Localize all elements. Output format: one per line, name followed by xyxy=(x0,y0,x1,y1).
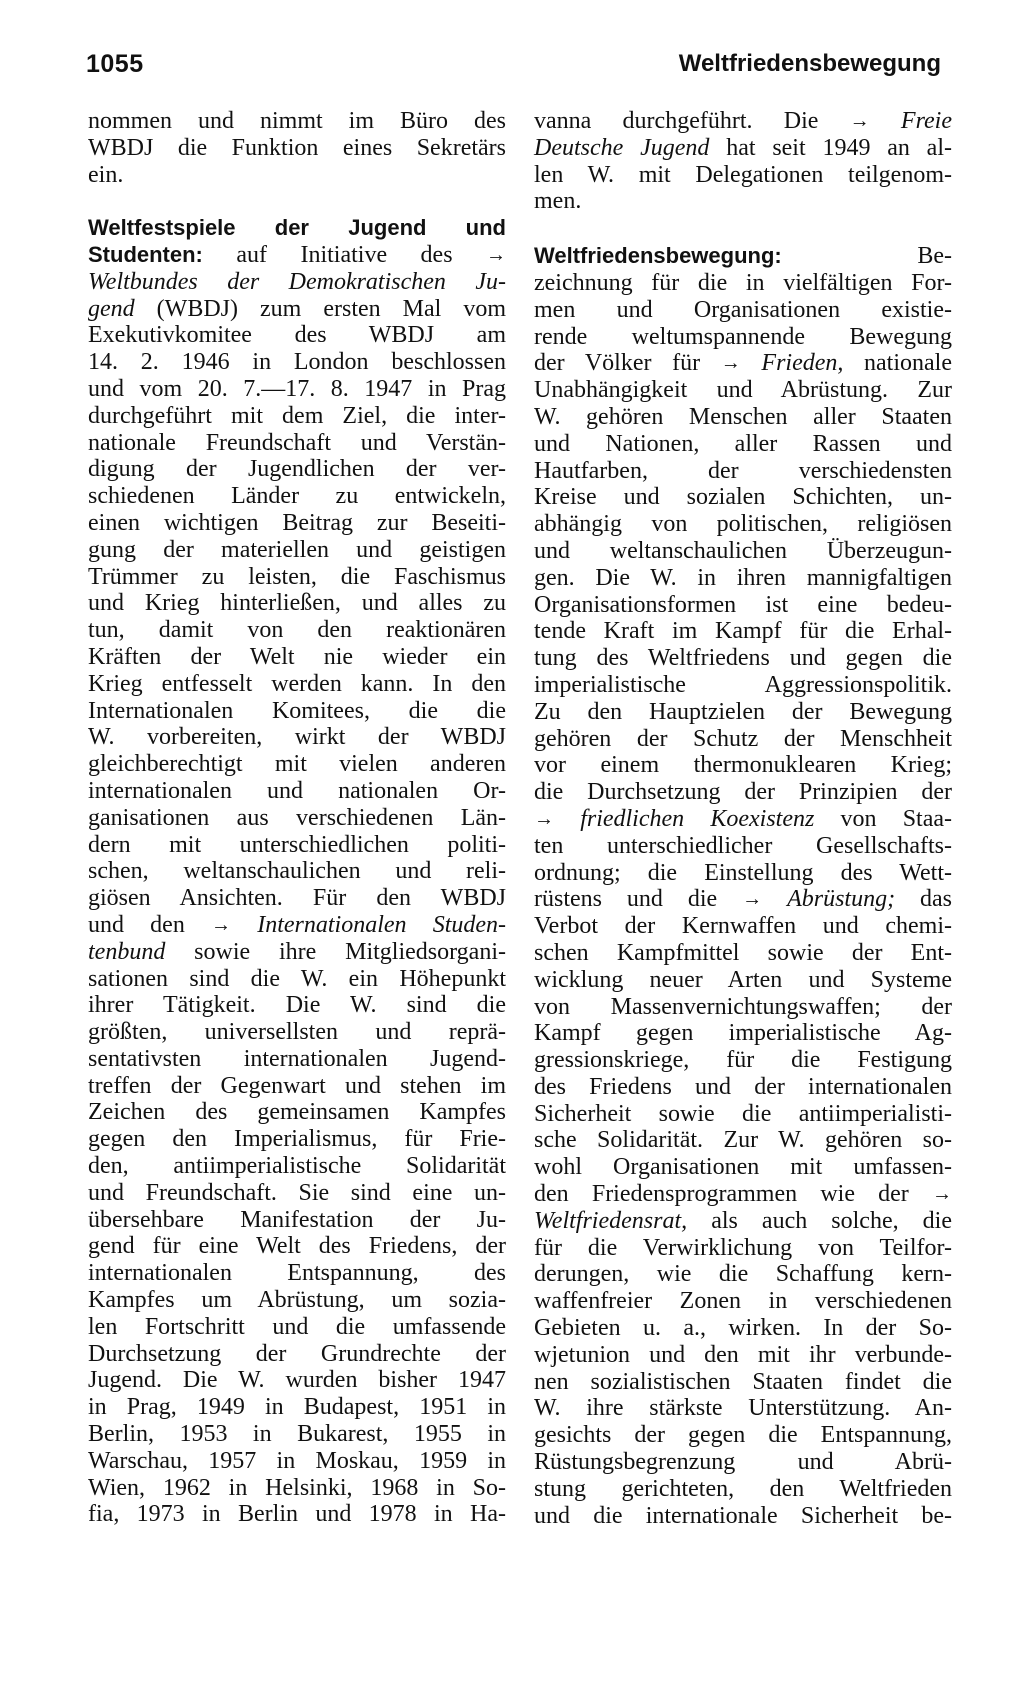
text-line: für die Verwirklichung von Teilfor- xyxy=(534,1234,952,1261)
text-line: gesichts der gegen die Entspannung, xyxy=(534,1422,952,1449)
text-line: und Nationen, aller Rassen und xyxy=(534,430,952,457)
text-line: von Massenvernichtungswaffen; der xyxy=(534,993,952,1020)
text-line: nen sozialistischen Staaten findet die xyxy=(534,1368,952,1395)
text-line: gend für eine Welt des Friedens, der xyxy=(88,1233,506,1260)
cross-reference: tenbund xyxy=(88,938,166,965)
text-line: treffen der Gegenwart und stehen im xyxy=(88,1072,506,1099)
text-line: und den → Internationalen Studen- xyxy=(88,911,507,938)
cross-reference: gend xyxy=(88,295,135,322)
cross-reference-arrow-icon: → xyxy=(742,888,763,911)
text-line: schen Kampfmittel sowie der Ent- xyxy=(534,939,952,966)
text-line: Rüstungsbegrenzung und Abrü- xyxy=(534,1449,952,1476)
text-line: Unabhängigkeit und Abrüstung. Zur xyxy=(534,377,952,404)
text-line: rende weltumspannende Bewegung xyxy=(534,323,952,350)
text-line: ordnung; die Einstellung des Wett- xyxy=(534,859,952,886)
cross-reference: Weltfriedensrat, xyxy=(534,1207,688,1234)
text-line: ganisationen aus verschiedenen Län- xyxy=(88,804,506,831)
text-line: W. ihre stärkste Unterstützung. An- xyxy=(534,1395,952,1422)
page-number: 1055 xyxy=(86,50,144,78)
text-line: schen, weltanschaulichen und reli- xyxy=(88,858,506,885)
right-column xyxy=(534,108,952,1529)
text-line: internationalen Entspannung, des xyxy=(88,1260,506,1287)
cross-reference-arrow-icon: → xyxy=(932,1183,953,1206)
entry-headword: Studenten: xyxy=(88,241,203,267)
text-line: Organisationsformen ist eine bedeu- xyxy=(534,591,952,618)
cross-reference-arrow-icon: → xyxy=(534,807,554,830)
text-line: nationale Freundschaft und Verstän- xyxy=(88,429,506,456)
text-line: Wien, 1962 in Helsinki, 1968 in So- xyxy=(88,1474,506,1501)
text-line: tun, damit von den reaktionären xyxy=(88,617,506,644)
text-line: W. gehören Menschen aller Staaten xyxy=(534,403,952,430)
text-line: übersehbare Manifestation der Ju- xyxy=(88,1206,506,1233)
text-line: Gebieten u. a., wirken. In der So- xyxy=(534,1315,952,1342)
text-line: und vom 20. 7.—17. 8. 1947 in Prag xyxy=(88,375,506,402)
text-line: vanna durchgeführt. Die → Freie xyxy=(534,108,952,134)
text-line: gressionskriege, für die Festigung xyxy=(534,1047,952,1074)
left-column xyxy=(88,108,506,1528)
text-line: internationalen und nationalen Or- xyxy=(88,777,506,804)
text-line: schiedenen Länder zu entwickeln, xyxy=(88,483,506,510)
text-line: len W. mit Delegationen teilgenom- xyxy=(534,161,952,188)
text-line xyxy=(88,269,506,296)
text-line: giösen Ansichten. Für den WBDJ xyxy=(88,885,506,912)
text-line: und weltanschaulichen Überzeugun- xyxy=(534,537,952,564)
text-line: ten unterschiedlicher Gesellschafts- xyxy=(534,832,952,859)
text-line: len Fortschritt und die umfassende xyxy=(88,1313,506,1340)
text-line: Kräften der Welt nie wieder ein xyxy=(88,643,506,670)
cross-reference-arrow-icon: → xyxy=(720,352,741,375)
text-line: Sicherheit sowie die antiimperialisti- xyxy=(534,1100,952,1127)
text-line: imperialistische Aggressionspolitik. xyxy=(534,671,952,698)
text-line: 14. 2. 1946 in London beschlossen xyxy=(88,349,506,376)
text-line: abhängig von politischen, religiösen xyxy=(534,511,952,538)
text-line: Deutsche Jugend hat seit 1949 an al- xyxy=(534,134,952,161)
cross-reference: Freie xyxy=(900,108,952,134)
text-line: Verbot der Kernwaffen und chemi- xyxy=(534,913,952,940)
running-head xyxy=(86,50,941,90)
text-line: Zeichen des gemeinsamen Kampfes xyxy=(88,1099,506,1126)
running-head-word: Weltfriedensbewegung xyxy=(678,50,941,77)
text-line: gleichberechtigt mit vielen anderen xyxy=(88,751,506,778)
text-line: in Prag, 1949 in Budapest, 1951 in xyxy=(88,1394,506,1421)
text-line: men und Organisationen existie- xyxy=(534,296,952,323)
text-line: wjetunion und den mit ihr verbunde- xyxy=(534,1341,952,1368)
text-line: tung des Weltfriedens und gegen die xyxy=(534,645,952,672)
cross-reference: Abrüstung; xyxy=(787,886,896,913)
text-line: sationen sind die W. ein Höhepunkt xyxy=(88,965,506,992)
text-line: Kampfes um Abrüstung, um sozia- xyxy=(88,1287,506,1314)
text-line: tenbund sowie ihre Mitgliedsorgani- xyxy=(88,938,506,965)
text-line: dern mit unterschiedlichen politi- xyxy=(88,831,506,858)
text-line: gen. Die W. in ihren mannigfaltigen xyxy=(534,564,952,591)
text-line: derungen, wie die Schaffung kern- xyxy=(534,1261,952,1288)
text-line: sentativsten internationalen Jugend- xyxy=(88,1045,506,1072)
text-line: einen wichtigen Beitrag zur Beseiti- xyxy=(88,509,506,536)
text-line: Studenten: auf Initiative des → xyxy=(88,241,507,268)
text-line: Durchsetzung der Grundrechte der xyxy=(88,1340,506,1367)
text-line: Kreise und sozialen Schichten, un- xyxy=(534,484,952,511)
text-line: und die internationale Sicherheit be- xyxy=(534,1502,952,1529)
text-line: Weltfriedensrat, als auch solche, die xyxy=(534,1207,952,1234)
text-line: den Friedensprogrammen wie der → xyxy=(534,1181,953,1208)
text-line: Jugend. Die W. wurden bisher 1947 xyxy=(88,1367,506,1394)
text-line: gegen den Imperialismus, für Frie- xyxy=(88,1126,506,1153)
cross-reference: friedlichen Koexistenz xyxy=(580,805,815,832)
text-line: Warschau, 1957 in Moskau, 1959 in xyxy=(88,1447,506,1474)
cross-reference: Internationalen Studen- xyxy=(257,911,507,938)
text-line: W. vorbereiten, wirkt der WBDJ xyxy=(88,724,506,751)
text-line: die Durchsetzung der Prinzipien der xyxy=(534,779,952,806)
cross-reference: Deutsche Jugend xyxy=(534,134,710,161)
text-line: Kampf gegen imperialistische Ag- xyxy=(534,1020,952,1047)
entry-headword: Weltfestspiele der Jugend und xyxy=(88,215,506,241)
entry-headword-line xyxy=(88,215,506,242)
cross-reference-arrow-icon: → xyxy=(486,243,507,266)
text-line: rüstens und die → Abrüstung; das xyxy=(534,886,952,913)
text-line: wohl Organisationen mit umfassen- xyxy=(534,1154,952,1181)
text-line: sche Solidarität. Zur W. gehören so- xyxy=(534,1127,952,1154)
text-line: gend (WBDJ) zum ersten Mal vom xyxy=(88,295,506,322)
cross-reference: Weltbundes der Demokratischen Ju- xyxy=(88,268,506,295)
text-line: gung der materiellen und geistigen xyxy=(88,536,506,563)
text-line: Krieg entfesselt werden kann. In den xyxy=(88,670,506,697)
text-line: durchgeführt mit dem Ziel, die inter- xyxy=(88,402,506,429)
text-line: stung gerichteten, den Weltfrieden xyxy=(534,1475,952,1502)
text-line: und Freundschaft. Sie sind eine un- xyxy=(88,1179,506,1206)
text-line: ein. xyxy=(88,161,124,188)
text-line: Trümmer zu leisten, die Faschismus xyxy=(88,563,506,590)
text-line: Exekutivkomitee des WBDJ am xyxy=(88,322,506,349)
text-line: gehören der Schutz der Menschheit xyxy=(534,725,952,752)
cross-reference: Frieden, xyxy=(761,350,844,377)
text-line: Zu den Hauptzielen der Bewegung xyxy=(534,698,952,725)
text-line: ihrer Tätigkeit. Die W. sind die xyxy=(88,992,506,1019)
cross-reference-arrow-icon: → xyxy=(211,913,232,936)
text-line: WBDJ die Funktion eines Sekretärs xyxy=(88,134,506,161)
text-line: nommen und nimmt im Büro des xyxy=(88,108,506,134)
cross-reference-arrow-icon: → xyxy=(849,110,870,132)
text-line: größten, universellsten und reprä- xyxy=(88,1019,506,1046)
text-line: und Krieg hinterließen, und alles zu xyxy=(88,590,506,617)
text-line: Internationalen Komitees, die die xyxy=(88,697,506,724)
text-line: → friedlichen Koexistenz von Staa- xyxy=(534,805,953,832)
text-line: der Völker für → Frieden, nationale xyxy=(534,350,952,377)
text-line: des Friedens und der internationalen xyxy=(534,1073,952,1100)
text-line: Hautfarben, der verschiedensten xyxy=(534,457,952,484)
text-line: digung der Jugendlichen der ver- xyxy=(88,456,506,483)
entry-headword: Weltfriedensbewegung: xyxy=(534,243,782,269)
text-line: men. xyxy=(534,188,582,215)
text-line: zeichnung für die in vielfältigen For- xyxy=(534,269,952,296)
text-line: wicklung neuer Arten und Systeme xyxy=(534,966,952,993)
text-line: waffenfreier Zonen in verschiedenen xyxy=(534,1288,952,1315)
text-line: fia, 1973 in Berlin und 1978 in Ha- xyxy=(88,1501,506,1528)
text-line: Weltfriedensbewegung: Be- xyxy=(534,243,952,270)
text-line: vor einem thermonuklearen Krieg; xyxy=(534,752,952,779)
text-line: den, antiimperialistische Solidarität xyxy=(88,1153,506,1180)
text-line: Berlin, 1953 in Bukarest, 1955 in xyxy=(88,1421,506,1448)
text-line: tende Kraft im Kampf für die Erhal- xyxy=(534,618,952,645)
